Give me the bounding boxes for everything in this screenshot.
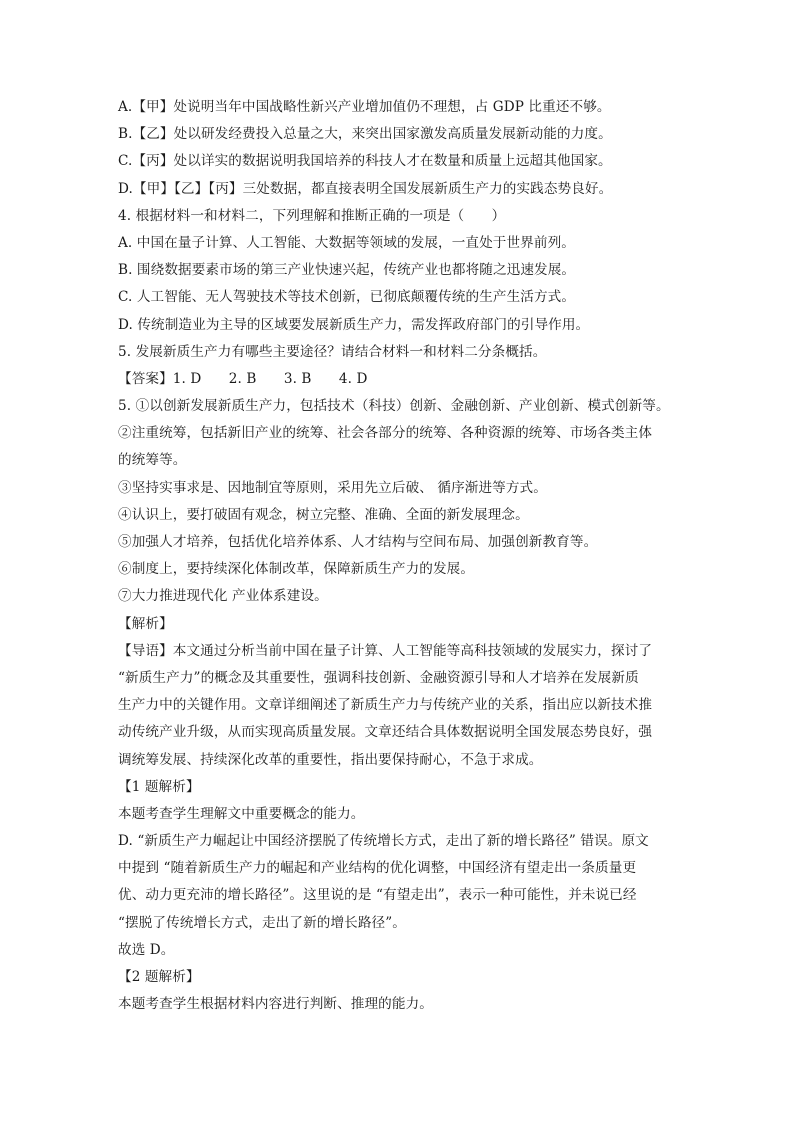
answer-5-point-3: ③坚持实事求是、因地制宜等原则，采用先立后破、 循序渐进等方式。	[118, 479, 547, 496]
q4-option-d: D. 传统制造业为主导的区域要发展新质生产力，需发挥政府部门的引导作用。	[118, 316, 590, 333]
answer-5-point-2-cont: 的统筹等。	[118, 452, 187, 469]
q1-analysis-intro: 本题考查学生理解文中重要概念的能力。	[118, 805, 365, 822]
answer-5-point-2: ②注重统筹，包括新旧产业的统筹、社会各部分的统筹、各种资源的统筹、市场各类主体	[118, 425, 653, 442]
intro-line-5: 调统筹发展、持续深化改革的重要性，指出要保持耐心，不急于求成。	[118, 751, 543, 768]
answer-key: 【答案】1. D 2. B 3. B 4. D	[118, 370, 368, 387]
answer-5-point-6: ⑥制度上，要持续深化体制改革，保障新质生产力的发展。	[118, 561, 475, 578]
intro-line-3: 生产力中的关键作用。文章详细阐述了新质生产力与传统产业的关系，指出应以新技术推	[118, 697, 653, 714]
q1-analysis-line-2: 中提到 “随着新质生产力的崛起和产业结构的优化调整，中国经济有望走出一条质量更	[118, 860, 637, 877]
question-5: 5. 发展新质生产力有哪些主要途径？请结合材料一和材料二分条概括。	[118, 343, 547, 360]
answer-5-point-5: ⑤加强人才培养，包括优化培养体系、人才结构与空间布局、加强创新教育等。	[118, 534, 598, 550]
option-d-all: D.【甲】【乙】【丙】三处数据，都直接表明全国发展新质生产力的实践态势良好。	[118, 180, 613, 197]
document-page	[118, 94, 688, 1018]
q1-conclusion: 故选 D。	[118, 941, 175, 958]
intro-line-1: 【导语】本文通过分析当前中国在量子计算、人工智能等高科技领域的发展实力，探讨了	[118, 642, 653, 659]
analysis-heading: 【解析】	[118, 615, 173, 632]
question-4: 4. 根据材料一和材料二，下列理解和推断正确的一项是（ ）	[118, 207, 506, 224]
option-a-jia: A.【甲】处说明当年中国战略性新兴产业增加值仍不理想，占 GDP 比重还不够。	[118, 99, 611, 115]
q1-analysis-line-4: “摆脱了传统增长方式，走出了新的增长路径”。	[118, 914, 406, 931]
q4-option-a: A. 中国在量子计算、人工智能、大数据等领域的发展，一直处于世界前列。	[118, 234, 575, 251]
answer-5-point-4: ④认识上，要打破固有观念，树立完整、准确、全面的新发展理念。	[118, 506, 529, 523]
option-c-bing: C.【丙】处以详实的数据说明我国培养的科技人才在数量和质量上远超其他国家。	[118, 153, 612, 170]
q1-analysis-line-3: 优、动力更充沛的增长路径”。这里说的是 “有望走出”，表示一种可能性，并未说已经	[118, 887, 637, 904]
q2-analysis-intro: 本题考查学生根据材料内容进行判断、推理的能力。	[118, 996, 433, 1013]
option-b-yi: B.【乙】处以研发经费投入总量之大，来突出国家激发高质量发展新动能的力度。	[118, 126, 612, 143]
answer-5-point-1: 5. ①以创新发展新质生产力，包括技术（科技）创新、金融创新、产业创新、模式创新等。	[118, 398, 670, 415]
answer-5-point-7: ⑦大力推进现代化 产业体系建设。	[118, 588, 328, 605]
q1-analysis-heading: 【1 题解析】	[118, 778, 200, 795]
q2-analysis-heading: 【2 题解析】	[118, 969, 200, 985]
q1-analysis-line-1: D. “新质生产力崛起让中国经济摆脱了传统增长方式，走出了新的增长路径” 错误。原文	[118, 833, 649, 850]
q4-option-c: C. 人工智能、无人驾驶技术等技术创新，已彻底颠覆传统的生产生活方式。	[118, 289, 576, 306]
q4-option-b: B. 围绕数据要素市场的第三产业快速兴起，传统产业也都将随之迅速发展。	[118, 262, 576, 279]
intro-line-4: 动传统产业升级，从而实现高质量发展。文章还结合具体数据说明全国发展态势良好，强	[118, 724, 653, 741]
intro-line-2: “新质生产力”的概念及其重要性，强调科技创新、金融资源引导和人才培养在发展新质	[118, 669, 639, 686]
